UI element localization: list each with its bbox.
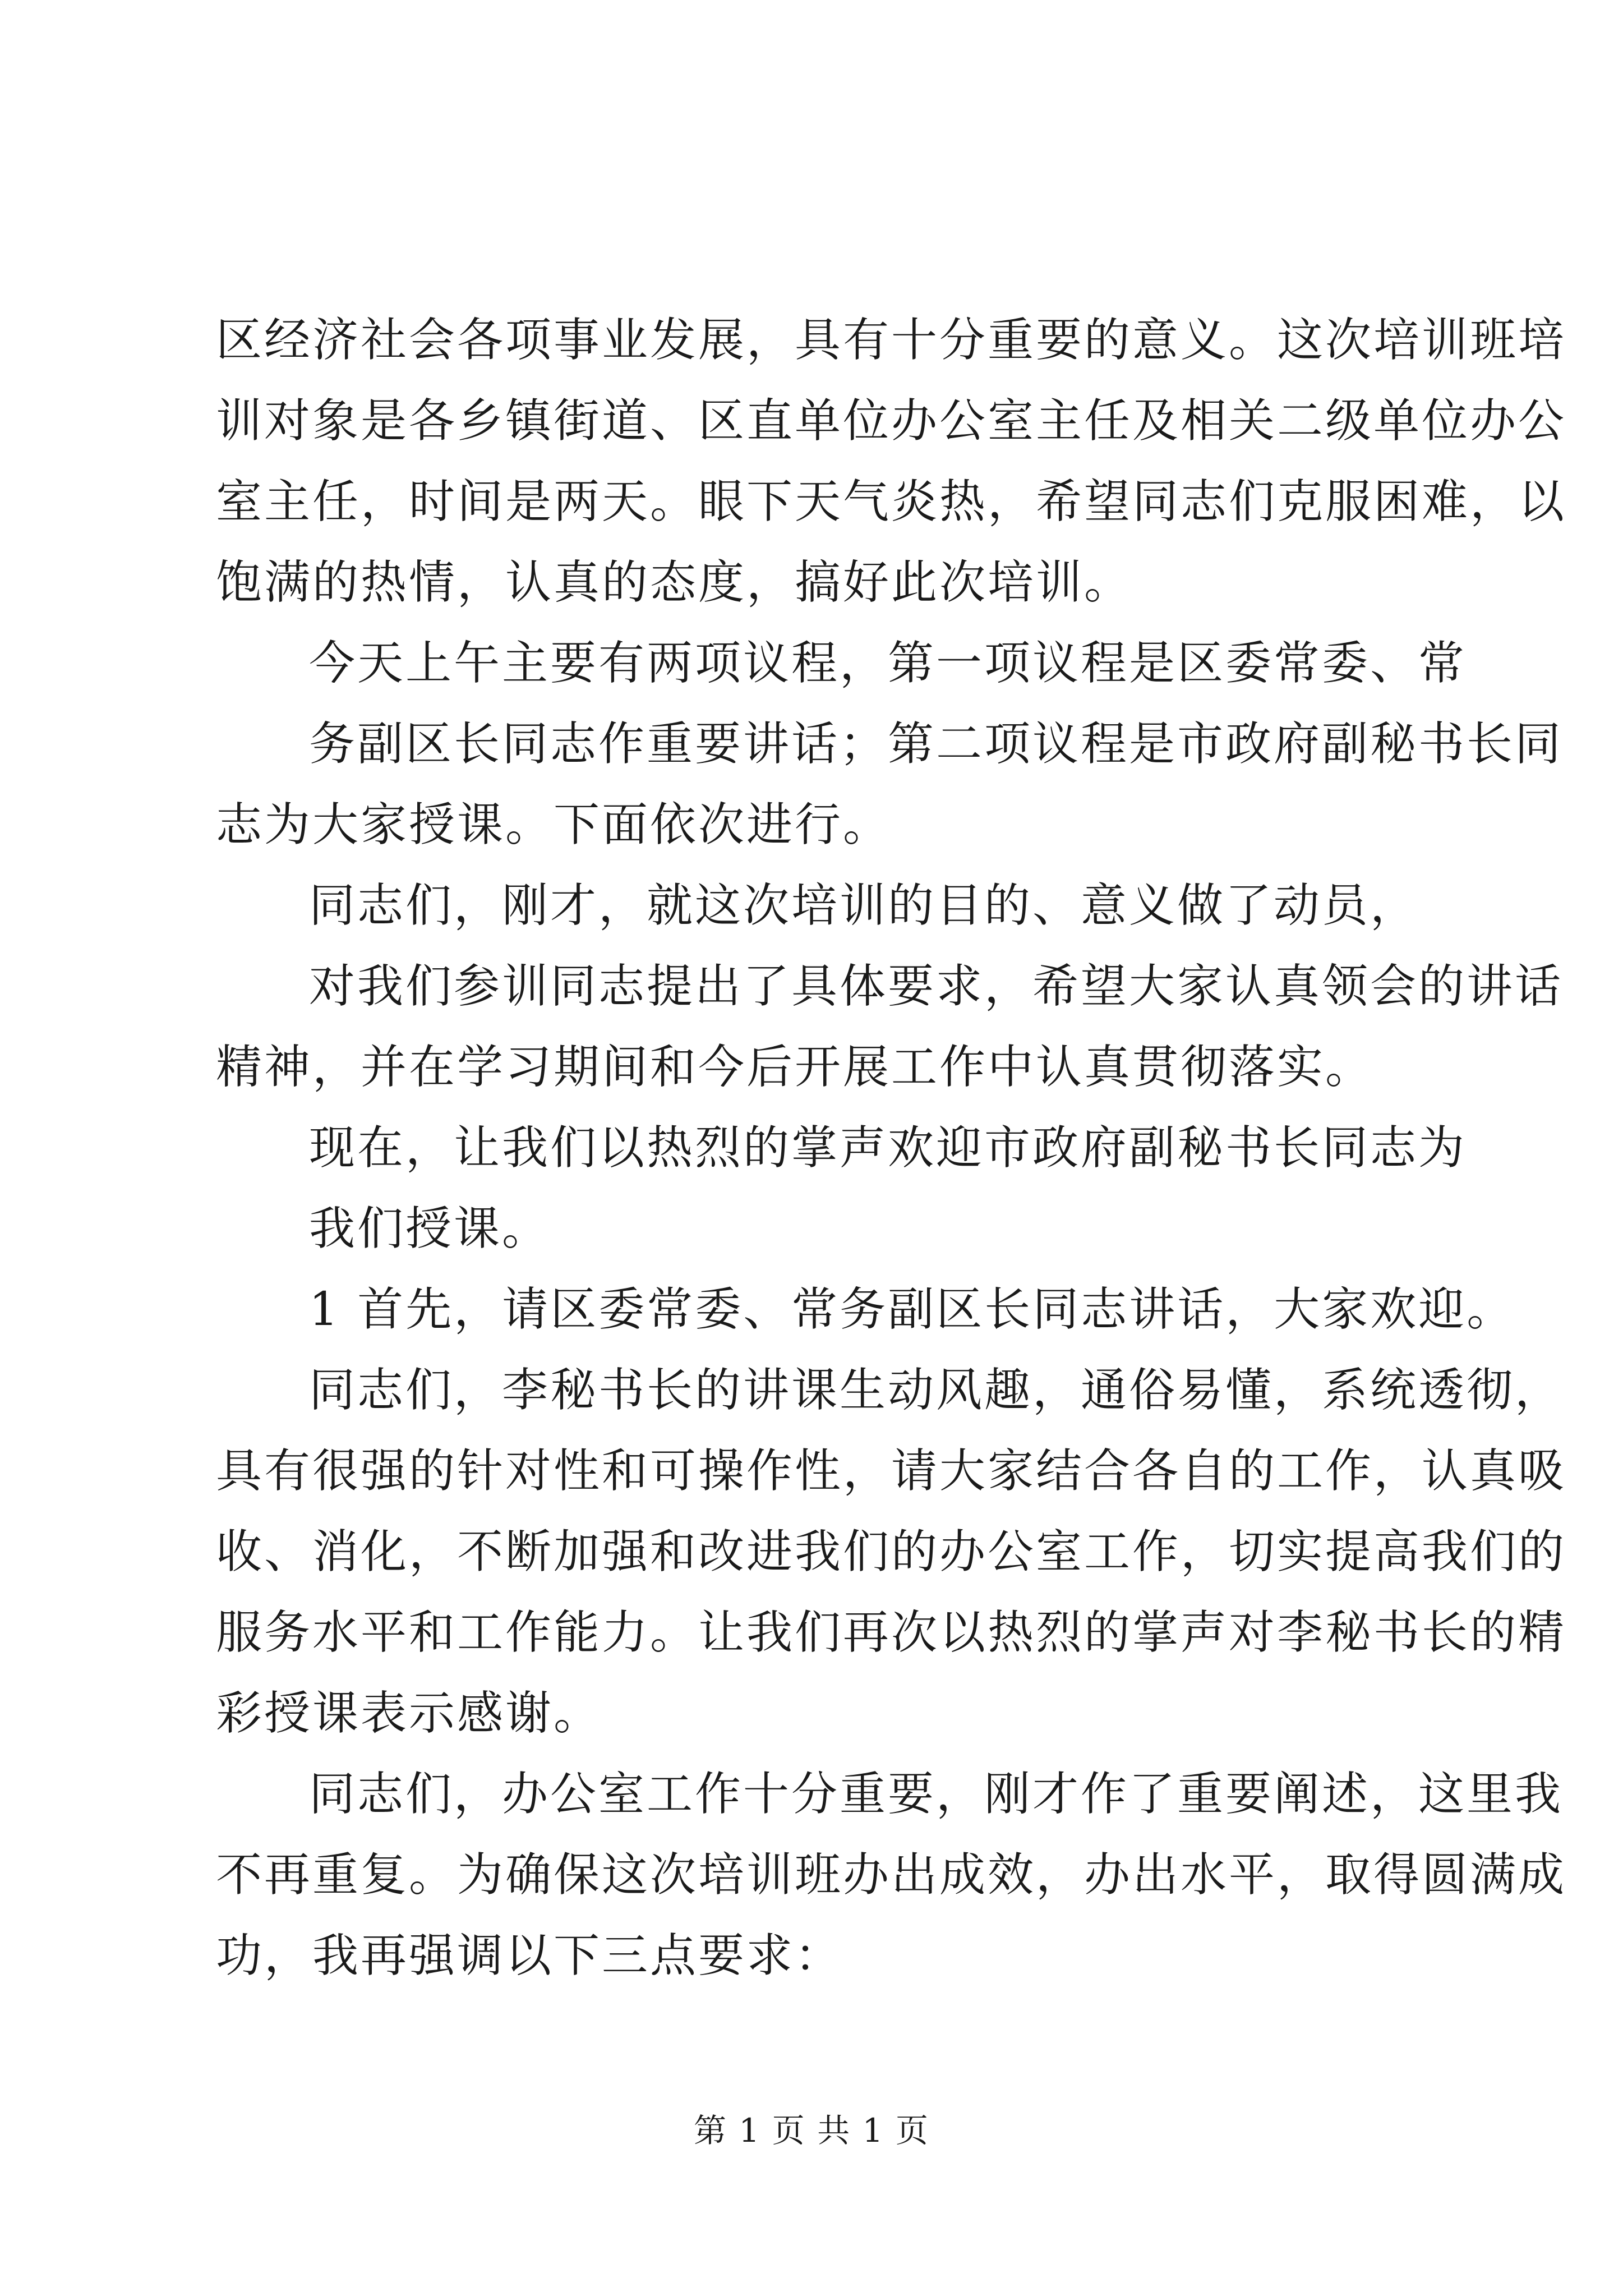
text-line: 饱满的热情，认真的态度，搞好此次培训。	[216, 556, 1133, 609]
text-line: 精神，并在学习期间和今后开展工作中认真贯彻落实。	[216, 1041, 1374, 1094]
text-line: 同志们，办公室工作十分重要，刚才作了重要阐述，这里我	[309, 1768, 1564, 1821]
text-line: 我们授课。	[309, 1202, 551, 1255]
text-line: 今天上午主要有两项议程，第一项议程是区委常委、常	[309, 637, 1467, 690]
page-footer: 第 1 页 共 1 页	[694, 2111, 929, 2150]
text-line: 功，我再强调以下三点要求：	[216, 1929, 843, 1982]
text-line: 务副区长同志作重要讲话；第二项议程是市政府副秘书长同	[309, 717, 1564, 771]
text-line: 训对象是各乡镇街道、区直单位办公室主任及相关二级单位办公	[216, 394, 1567, 448]
text-line: 对我们参训同志提出了具体要求，希望大家认真领会的讲话	[309, 960, 1564, 1013]
text-line: 志为大家授课。下面依次进行。	[216, 798, 892, 852]
document-body	[216, 300, 1567, 1996]
text-line: 同志们，李秘书长的讲课生动风趣，通俗易懂，系统透彻，	[309, 1364, 1564, 1417]
text-line: 具有很强的针对性和可操作性，请大家结合各自的工作，认真吸	[216, 1444, 1567, 1498]
text-line: 服务水平和工作能力。让我们再次以热烈的掌声对李秘书长的精	[216, 1606, 1567, 1659]
text-line: 现在，让我们以热烈的掌声欢迎市政府副秘书长同志为	[309, 1121, 1467, 1175]
text-line: 同志们，刚才，就这次培训的目的、意义做了动员，	[309, 879, 1419, 932]
text-line: 1 首先，请区委常委、常务副区长同志讲话，大家欢迎。	[309, 1283, 1515, 1336]
text-line: 室主任，时间是两天。眼下天气炎热，希望同志们克服困难，以	[216, 475, 1567, 528]
text-line: 收、消化，不断加强和改进我们的办公室工作，切实提高我们的	[216, 1525, 1567, 1579]
text-line: 不再重复。为确保这次培训班办出成效，办出水平，取得圆满成	[216, 1848, 1567, 1902]
text-line: 彩授课表示感谢。	[216, 1687, 602, 1740]
text-line: 区经济社会各项事业发展，具有十分重要的意义。这次培训班培	[216, 314, 1567, 367]
